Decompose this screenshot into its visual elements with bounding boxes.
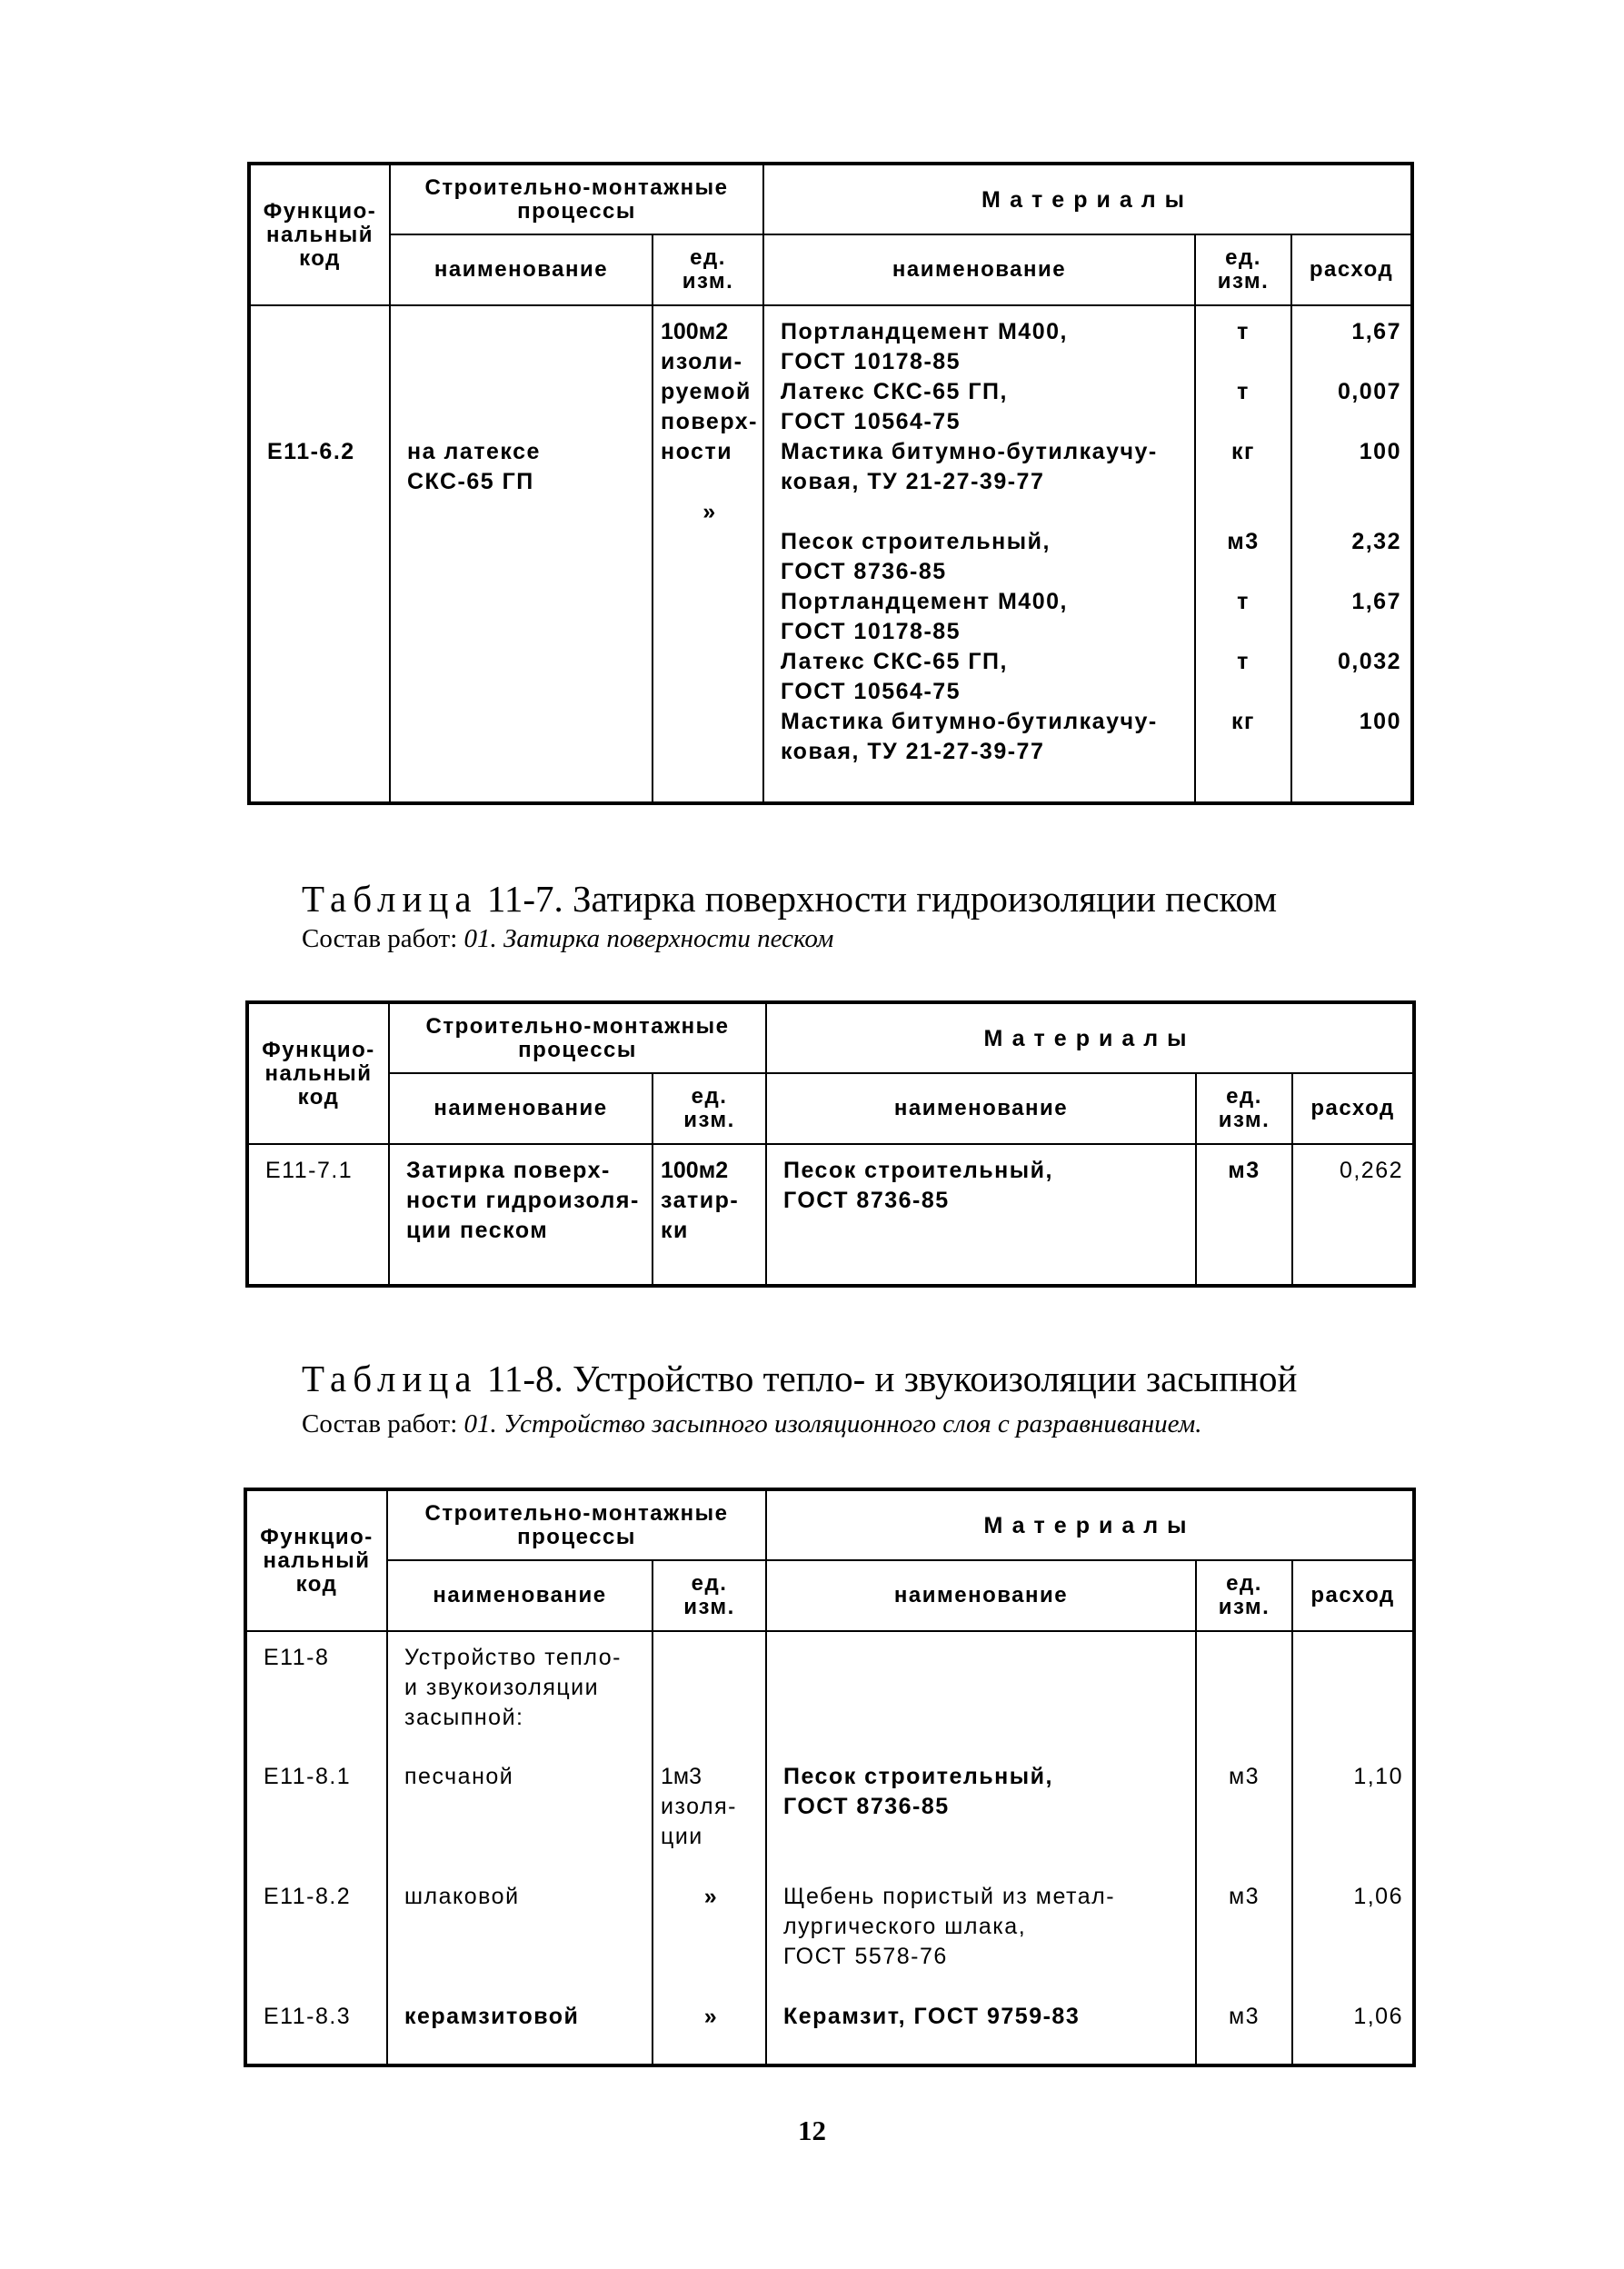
table-11-8-caption	[302, 1357, 1420, 1439]
header-func-code: Функцио- нальный код	[245, 1489, 387, 1631]
row-rates: 1,67 0,007 100 2,32 1,67 0,032 100	[1291, 305, 1412, 803]
table-11-7-title: Таблица 11-7. Затирка поверхности гидроизоляции песком	[302, 878, 1278, 920]
table-11-8-composition: Состав работ: 01. Устройство засыпного изоляционного слоя с разравниванием.	[302, 1409, 1202, 1438]
header-processes: Строительно-монтажные процессы	[387, 1489, 766, 1560]
header-process-unit: ед. изм.	[653, 1560, 766, 1631]
header-func-code: Функцио- нальный код	[249, 164, 390, 305]
page-number: 12	[798, 2115, 826, 2146]
row-process-name: Затирка поверх- ности гидроизоля- ции песком	[389, 1144, 653, 1286]
header-process-unit: ед. изм.	[653, 234, 763, 305]
header-rate: расход	[1292, 1073, 1414, 1144]
header-process-name: наименование	[389, 1073, 653, 1144]
header-materials: Материалы	[766, 1002, 1414, 1073]
table-row	[245, 1871, 1414, 1991]
row-process-name: керамзитовой	[387, 1991, 653, 2065]
row-process-name: Устройство тепло- и звукоизоляции засыпной:	[387, 1631, 653, 1751]
row-material-units: т т кг м3 т т кг	[1195, 305, 1291, 803]
header-material-unit: ед. изм.	[1196, 1073, 1292, 1144]
row-code: Е11-7.1	[247, 1144, 389, 1286]
table-11-7	[245, 1000, 1416, 1288]
header-process-name: наименование	[387, 1560, 653, 1631]
row-materials: Щебень пористый из метал- лургического шлака, ГОСТ 5578-76	[766, 1871, 1196, 1991]
table-11-8-title: Таблица 11-8. Устройство тепло- и звукоизоляции засыпной	[302, 1358, 1298, 1399]
row-process-unit: 100м2 изоли- руемой поверх- ности »	[653, 305, 763, 803]
row-process-name: песчаной	[387, 1751, 653, 1871]
row-process-unit: »	[653, 1871, 766, 1991]
row-rate: 1,06	[1292, 1991, 1414, 2065]
header-processes: Строительно-монтажные процессы	[390, 164, 763, 234]
row-material-unit: м3	[1196, 1751, 1292, 1871]
row-materials: Песок строительный, ГОСТ 8736-85	[766, 1751, 1196, 1871]
row-code: Е11-8.1	[245, 1751, 387, 1871]
header-rate: расход	[1292, 1560, 1414, 1631]
row-rate: 1,06	[1292, 1871, 1414, 1991]
header-func-code: Функцио- нальный код	[247, 1002, 389, 1144]
header-material-name: наименование	[763, 234, 1195, 305]
table-11-7-caption	[302, 877, 1420, 954]
table-row	[245, 1631, 1414, 1751]
header-material-unit: ед. изм.	[1196, 1560, 1292, 1631]
row-process-unit: 1м3 изоля- ции	[653, 1751, 766, 1871]
table-row	[245, 1991, 1414, 2065]
row-code: Е11-8	[245, 1631, 387, 1751]
table-row	[247, 1144, 1414, 1286]
table-11-6-continued	[247, 162, 1414, 805]
row-material-unit: м3	[1196, 1871, 1292, 1991]
row-materials: Песок строительный, ГОСТ 8736-85	[766, 1144, 1196, 1286]
row-code: Е11-6.2	[249, 305, 390, 803]
header-process-unit: ед. изм.	[653, 1073, 766, 1144]
row-materials: Керамзит, ГОСТ 9759-83	[766, 1991, 1196, 2065]
row-process-unit: »	[653, 1991, 766, 2065]
row-code: Е11-8.3	[245, 1991, 387, 2065]
header-material-name: наименование	[766, 1073, 1196, 1144]
table-11-7-composition: Состав работ: 01. Затирка поверхности песком	[302, 924, 834, 953]
row-process-name: шлаковой	[387, 1871, 653, 1991]
row-materials: Портландцемент М400, ГОСТ 10178-85 Латекс СКС-65 ГП, ГОСТ 10564-75 Мастика битумно-бутилкаучу- ковая, ТУ 21-27-39-77 Песок строительный, ГОСТ 8736-85 Портландцемент М400, ГОСТ 10178-85 Латекс СКС-65 ГП, ГОСТ 10564-75 Мастика битумно-бутилкаучу- ковая, ТУ 21-27-39-77	[763, 305, 1195, 803]
header-material-name: наименование	[766, 1560, 1196, 1631]
header-materials: Материалы	[763, 164, 1412, 234]
table-row	[245, 1751, 1414, 1871]
table-11-8	[244, 1488, 1416, 2067]
header-materials: Материалы	[766, 1489, 1414, 1560]
row-rate: 1,10	[1292, 1751, 1414, 1871]
header-rate: расход	[1291, 234, 1412, 305]
header-material-unit: ед. изм.	[1195, 234, 1291, 305]
row-code: Е11-8.2	[245, 1871, 387, 1991]
row-process-unit: 100м2 затир- ки	[653, 1144, 766, 1286]
header-processes: Строительно-монтажные процессы	[389, 1002, 766, 1073]
row-material-unit: м3	[1196, 1144, 1292, 1286]
row-rate: 0,262	[1292, 1144, 1414, 1286]
table-row	[249, 305, 1412, 803]
row-process-name: на латексе СКС-65 ГП	[390, 305, 653, 803]
header-process-name: наименование	[390, 234, 653, 305]
row-material-unit: м3	[1196, 1991, 1292, 2065]
